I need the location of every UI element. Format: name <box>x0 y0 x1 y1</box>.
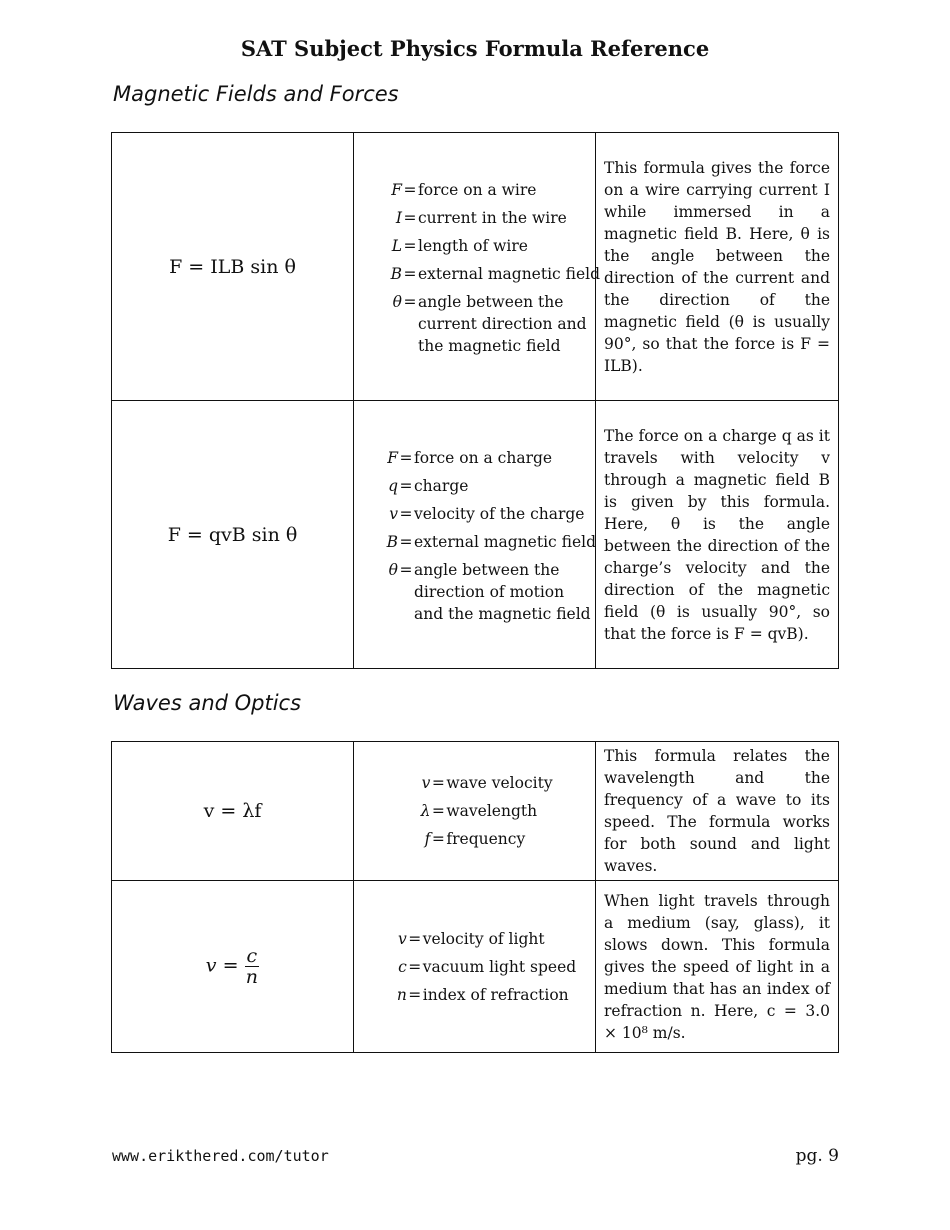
formula-cell: F = qvB sin θ <box>112 401 354 669</box>
table-row <box>112 881 839 1053</box>
fraction <box>245 946 260 987</box>
variable-row: v = velocity of light <box>398 929 545 948</box>
variable-row: B = external magnetic field <box>390 265 601 283</box>
formula-cell: v = λf <box>112 742 354 881</box>
variables-cell <box>354 133 601 401</box>
section-heading-waves: Waves and Optics <box>113 691 302 715</box>
fraction-numerator: c <box>246 945 258 967</box>
formula-lhs: v = <box>205 954 239 977</box>
page-number: pg. 9 <box>795 1146 839 1166</box>
variable-row: q = charge <box>388 477 469 495</box>
description-cell: When light travels through a medium (say, glass), it slows down. This formula gives the speed of light in a medium that has an index of refraction n. Here, c = 3.0 × 10⁸ m/s. <box>596 881 839 1053</box>
variables-cell <box>354 401 596 669</box>
variable-row: c = vacuum light speed <box>398 957 577 976</box>
table-row <box>112 133 839 401</box>
formula-table-magnetic <box>111 132 839 669</box>
variable-row: λ = wavelength <box>420 802 538 820</box>
formula-table-waves <box>111 741 839 1053</box>
description-cell: The force on a charge q as it travels with velocity v through a magnetic field B is given by this formula. Here, θ is the angle between the direction of the charge’s velocity and the direction of the magnetic field (θ is usually 90°, so that the force is F = qvB). <box>596 401 839 669</box>
formula-cell <box>112 881 354 1053</box>
variable-row: F = force on a charge <box>387 449 553 467</box>
table-row <box>112 401 839 669</box>
variable-row: f = frequency <box>424 830 526 848</box>
variable-row: I = current in the wire <box>395 209 567 227</box>
description-cell: This formula gives the force on a wire carrying current I while immersed in a magnetic field B. Here, θ is the angle between the direction of the current and the direction of the magnetic field (θ is usually 90°, so that the force is F = ILB). <box>596 133 839 401</box>
variable-row: v = velocity of the charge <box>389 505 585 523</box>
variable-row: θ = angle between the direction of motion and the magnetic field <box>388 561 591 623</box>
variables-cell <box>354 881 596 1053</box>
table-row <box>112 742 839 881</box>
section-heading-magnetic: Magnetic Fields and Forces <box>113 82 399 106</box>
description-cell: This formula relates the wavelength and the frequency of a wave to its speed. The formula works for both sound and light waves. <box>596 742 839 881</box>
variable-row: F = force on a wire <box>391 181 537 199</box>
page-title: SAT Subject Physics Formula Reference <box>240 36 710 61</box>
variable-row: θ = angle between the current direction and the magnetic field <box>392 293 587 355</box>
variable-row: n = index of refraction <box>396 985 569 1004</box>
fraction-denominator: n <box>245 966 258 988</box>
variable-row: L = length of wire <box>391 237 528 255</box>
formula-cell: F = ILB sin θ <box>112 133 354 401</box>
variable-row: v = wave velocity <box>421 774 553 792</box>
variable-row: B = external magnetic field <box>386 533 597 551</box>
variables-cell <box>354 742 596 881</box>
footer-url-link[interactable]: www.erikthered.com/tutor <box>112 1147 329 1165</box>
